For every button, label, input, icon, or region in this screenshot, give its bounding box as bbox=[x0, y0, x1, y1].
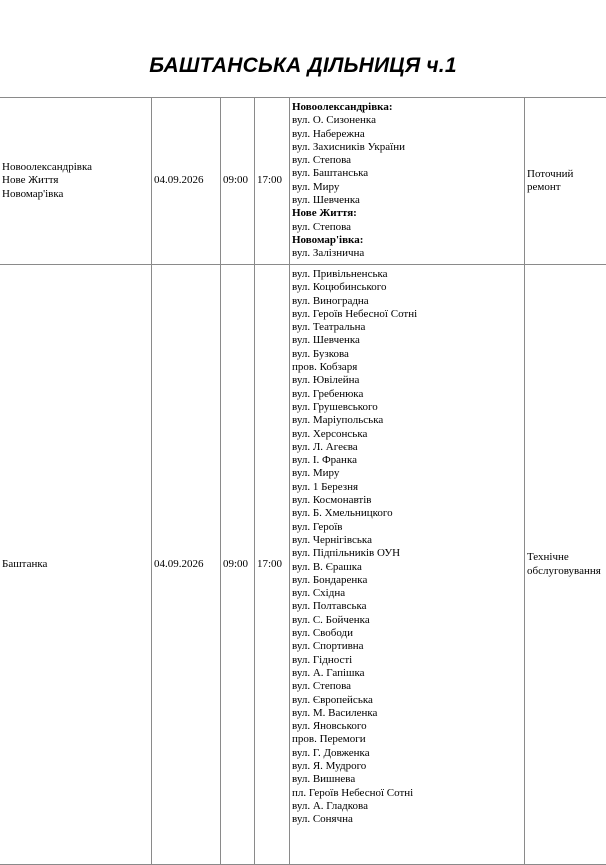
street-name: вул. О. Сизоненка bbox=[292, 114, 522, 127]
settlement-heading: Новоолександрівка: bbox=[292, 101, 522, 114]
settlements-cell bbox=[0, 265, 152, 865]
street-name: вул. В. Єрашка bbox=[292, 561, 522, 574]
street-name: вул. Миру bbox=[292, 467, 522, 480]
settlement-name: Новомар'івка bbox=[2, 188, 149, 201]
street-name: вул. Європейська bbox=[292, 694, 522, 707]
street-name: вул. Херсонська bbox=[292, 428, 522, 441]
settlement-name: Нове Життя bbox=[2, 174, 149, 187]
street-name: пл. Героїв Небесної Сотні bbox=[292, 787, 522, 800]
street-name: вул. Грушевського bbox=[292, 401, 522, 414]
street-name: вул. Чернігівська bbox=[292, 534, 522, 547]
work-type-text: ремонт bbox=[527, 181, 606, 194]
street-name: вул. Л. Агеєва bbox=[292, 441, 522, 454]
work-type-text: Поточний bbox=[527, 168, 606, 181]
street-name: вул. Шевченка bbox=[292, 194, 522, 207]
date-cell: 04.09.2026 bbox=[152, 265, 221, 865]
end-time-cell: 17:00 bbox=[255, 98, 290, 265]
street-name: вул. Степова bbox=[292, 154, 522, 167]
street-name: вул. Спортивна bbox=[292, 640, 522, 653]
work-type-text: Технічне bbox=[527, 551, 606, 564]
street-name: пров. Кобзаря bbox=[292, 361, 522, 374]
street-name: вул. Ювілейна bbox=[292, 374, 522, 387]
street-name: вул. Маріупольська bbox=[292, 414, 522, 427]
settlements-cell bbox=[0, 98, 152, 265]
street-name: вул. Баштанська bbox=[292, 167, 522, 180]
work-type-cell bbox=[525, 265, 606, 865]
work-type-cell bbox=[525, 98, 606, 265]
street-name: вул. Г. Довженка bbox=[292, 747, 522, 760]
street-name: вул. 1 Березня bbox=[292, 481, 522, 494]
street-name: вул. Захисників України bbox=[292, 141, 522, 154]
street-name: вул. Степова bbox=[292, 221, 522, 234]
street-name: вул. Полтавська bbox=[292, 600, 522, 613]
end-time-cell: 17:00 bbox=[255, 265, 290, 865]
street-name: вул. А. Гладкова bbox=[292, 800, 522, 813]
street-name: вул. С. Бойченка bbox=[292, 614, 522, 627]
street-name: вул. Бузкова bbox=[292, 348, 522, 361]
street-name: пров. Перемоги bbox=[292, 733, 522, 746]
settlement-heading: Новомар'івка: bbox=[292, 234, 522, 247]
street-name: вул. М. Василенка bbox=[292, 707, 522, 720]
street-name: вул. Виноградна bbox=[292, 295, 522, 308]
street-name: вул. Миру bbox=[292, 181, 522, 194]
street-name: вул. Залізнична bbox=[292, 247, 522, 260]
street-name: вул. Степова bbox=[292, 680, 522, 693]
street-name: вул. А. Гапішка bbox=[292, 667, 522, 680]
street-name: вул. Космонавтів bbox=[292, 494, 522, 507]
street-name: вул. Гребенюка bbox=[292, 388, 522, 401]
street-name: вул. Героїв Небесної Сотні bbox=[292, 308, 522, 321]
streets-cell bbox=[290, 265, 525, 865]
start-time-cell: 09:00 bbox=[221, 265, 255, 865]
street-name: вул. Східна bbox=[292, 587, 522, 600]
street-name: вул. Бондаренка bbox=[292, 574, 522, 587]
settlement-name: Баштанка bbox=[2, 558, 149, 571]
street-name: вул. Привільненська bbox=[292, 268, 522, 281]
street-name: вул. Театральна bbox=[292, 321, 522, 334]
street-name: вул. Коцюбинського bbox=[292, 281, 522, 294]
street-name: вул. Б. Хмельницкого bbox=[292, 507, 522, 520]
street-name: вул. Сонячна bbox=[292, 813, 522, 826]
date-cell: 04.09.2026 bbox=[152, 98, 221, 265]
street-name: вул. Героїв bbox=[292, 521, 522, 534]
street-name: вул. Я. Мудрого bbox=[292, 760, 522, 773]
table-row bbox=[0, 98, 606, 265]
start-time-cell: 09:00 bbox=[221, 98, 255, 265]
page-title: БАШТАНСЬКА ДІЛЬНИЦЯ ч.1 bbox=[0, 54, 606, 78]
settlement-heading: Нове Життя: bbox=[292, 207, 522, 220]
street-name: вул. Гідності bbox=[292, 654, 522, 667]
work-type-text: обслуговування bbox=[527, 565, 606, 578]
table-body bbox=[0, 98, 606, 865]
table-row bbox=[0, 265, 606, 865]
street-name: вул. Вишнева bbox=[292, 773, 522, 786]
street-name: вул. Шевченка bbox=[292, 334, 522, 347]
street-name: вул. Набережна bbox=[292, 128, 522, 141]
street-name: вул. Підпільників ОУН bbox=[292, 547, 522, 560]
street-name: вул. І. Франка bbox=[292, 454, 522, 467]
street-name: вул. Свободи bbox=[292, 627, 522, 640]
streets-cell bbox=[290, 98, 525, 265]
outage-schedule-table bbox=[0, 97, 606, 865]
street-name: вул. Яновського bbox=[292, 720, 522, 733]
settlement-name: Новоолександрівка bbox=[2, 161, 149, 174]
